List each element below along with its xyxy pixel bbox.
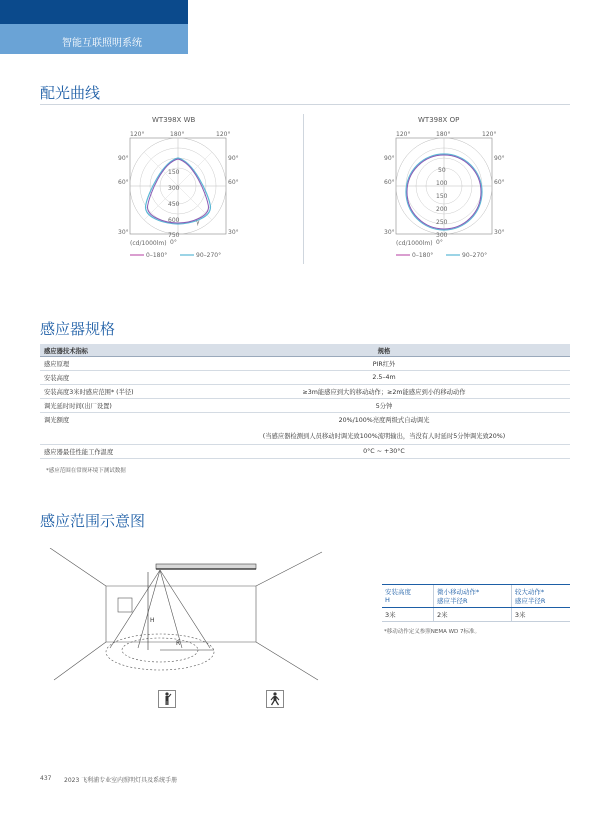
spec-label: 调光额度 [44, 417, 70, 424]
curve-1-title: WT398X WB [152, 116, 196, 124]
radial-tick: 150 [168, 169, 180, 176]
person-small-motion-icon [158, 690, 176, 708]
range-height: 3米 [382, 608, 433, 622]
light-curve-title: 配光曲线 [40, 84, 101, 102]
spec-value: 5分钟 [198, 399, 570, 413]
angle-label: 60° [228, 179, 239, 186]
radial-tick: 300 [436, 232, 448, 239]
legend-label: 90–270° [196, 252, 222, 259]
table-header: 感应器技术指标 [40, 344, 198, 357]
curve-separator [303, 114, 304, 264]
unit-label: (cd/1000lm) [396, 240, 433, 247]
detection-cone-line [110, 570, 160, 648]
header-line: 安装高度 [385, 588, 411, 596]
legend-label: 90–270° [462, 252, 488, 259]
table-header-row [40, 344, 570, 357]
header-line: H [385, 596, 390, 604]
room-edge [256, 642, 318, 680]
table-row [382, 608, 570, 622]
table-row [40, 445, 570, 459]
range-note: *移动动作定义参照NEMA WD 7标准。 [384, 629, 481, 635]
person-walking-icon [266, 690, 284, 708]
table-header-row [382, 585, 570, 608]
table-row [40, 426, 570, 445]
radial-tick: 50 [438, 167, 446, 174]
radial-tick: 750 [168, 232, 180, 239]
gamma-label: γ [196, 219, 200, 226]
radial-tick: 150 [436, 193, 448, 200]
spec-value: 20%/100%亮度两级式自动调光 [338, 417, 430, 424]
legend-label: 0–180° [146, 252, 168, 259]
polar-chart-wb [110, 124, 250, 264]
header-banner-dark [0, 0, 188, 24]
angle-label: 60° [384, 179, 395, 186]
angle-label: 120° [482, 131, 497, 138]
table-header: 规格 [198, 344, 570, 357]
spec-note: *感应范围在常规环境下测试数据 [46, 468, 126, 474]
spec-value: 2.5–4m [198, 371, 570, 385]
sensor-spec-title: 感应器规格 [40, 320, 116, 338]
legend-label: 0–180° [412, 252, 434, 259]
angle-label: 90° [494, 155, 505, 162]
spec-label: 感应原理 [40, 357, 198, 371]
header-line: 感应半径R [514, 597, 546, 605]
spec-value: PIR红外 [198, 357, 570, 371]
radial-tick: 250 [436, 219, 448, 226]
radial-tick: 450 [168, 201, 180, 208]
page-number: 437 [40, 775, 52, 782]
polar-chart-op [376, 124, 516, 264]
footer-text: 2023 飞利浦专业室内照明灯具及系统手册 [64, 777, 178, 784]
radial-tick: 100 [436, 180, 448, 187]
angle-label: 90° [118, 155, 129, 162]
room-edge [54, 642, 106, 680]
angle-label: 120° [396, 131, 411, 138]
angle-label: 0° [436, 239, 443, 246]
header-line: 微小移动动作* [436, 588, 480, 596]
spec-label: 安装高度3米时感应范围* (半径) [40, 385, 198, 399]
radius-label: R [176, 640, 181, 647]
angle-label: 120° [216, 131, 231, 138]
table-header [511, 585, 570, 608]
door-icon [118, 598, 132, 612]
range-large-motion: 3米 [511, 608, 570, 622]
angle-label: 30° [228, 229, 239, 236]
radial-tick: 600 [168, 217, 180, 224]
table-row [40, 357, 570, 371]
table-header [382, 585, 433, 608]
sensor-range-diagram [40, 548, 370, 718]
spec-label: 调光延时时间(出厂设置) [40, 399, 198, 413]
room-edge [256, 552, 322, 586]
table-row [40, 413, 570, 427]
table-row [40, 399, 570, 413]
room-edge [50, 548, 106, 586]
table-header [433, 585, 511, 608]
angle-label: 90° [228, 155, 239, 162]
spec-label: 安装高度 [40, 371, 198, 385]
angle-label: 120° [130, 131, 145, 138]
range-table [382, 584, 570, 622]
height-label: H [150, 617, 155, 624]
header-line: 较大动作* [514, 588, 545, 596]
unit-label: (cd/1000lm) [130, 240, 167, 247]
table-row [40, 385, 570, 399]
spec-label: 感应器最佳性能工作温度 [40, 445, 198, 459]
angle-label: 30° [494, 229, 505, 236]
banner-text: 智能互联照明系统 [62, 38, 142, 49]
angle-label: 30° [384, 229, 395, 236]
radial-tick: 200 [436, 206, 448, 213]
range-small-motion: 2米 [433, 608, 511, 622]
luminaire-icon [156, 564, 256, 569]
angle-label: 60° [494, 179, 505, 186]
spec-value: ≥3m能感应到大的移动动作；≥2m能感应到小的移动动作 [198, 385, 570, 399]
header-line: 感应半径R [436, 597, 468, 605]
spec-label [40, 426, 198, 445]
angle-label: 180° [436, 131, 451, 138]
spec-value: 0°C ~ +30°C [198, 445, 570, 459]
spec-table [40, 344, 570, 459]
curve-2-title: WT398X OP [418, 116, 460, 124]
angle-label: 180° [170, 131, 185, 138]
detection-cone-line [160, 570, 182, 648]
angle-label: 90° [384, 155, 395, 162]
sensor-range-title: 感应范围示意图 [40, 512, 146, 530]
spec-value: (当感应器检测到人员移动时调光致100%流明输出，当没有人时延时5分钟调光致20%) [198, 426, 570, 445]
table-row [40, 371, 570, 385]
section-divider [40, 104, 570, 105]
angle-label: 60° [118, 179, 129, 186]
angle-label: 30° [118, 229, 129, 236]
detection-cone-line [138, 570, 160, 648]
radial-tick: 300 [168, 185, 180, 192]
angle-label: 0° [170, 239, 177, 246]
